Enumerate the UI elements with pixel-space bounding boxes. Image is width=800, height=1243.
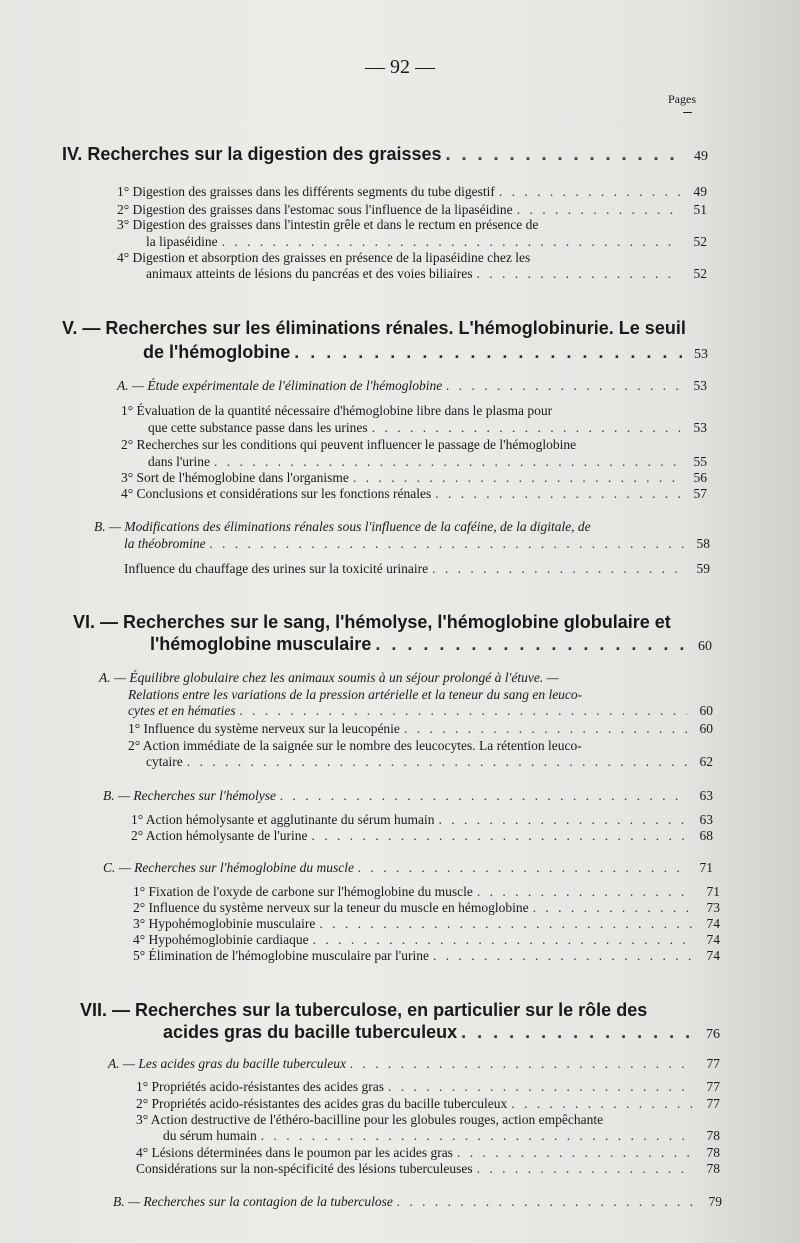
- entry-text: C. — Recherches sur l'hémoglobine du muscle: [103, 860, 354, 875]
- entry-text: 1° Digestion des graisses dans les différents segments du tube digestif: [117, 184, 495, 199]
- dot-leader: [210, 536, 684, 552]
- page-ref: 52: [693, 266, 707, 281]
- entry-text: 2° Action hémolysante de l'urine: [131, 828, 308, 843]
- entry-text: cytes et en hématies: [128, 703, 236, 718]
- toc-entry: [133, 932, 720, 948]
- entry-text: 2° Propriétés acido-résistantes des acides gras du bacille tuberculeux: [136, 1096, 508, 1111]
- page-ref: 60: [698, 639, 712, 654]
- entry-text: B. — Recherches sur l'hémolyse: [103, 788, 276, 803]
- section-vii-heading-cont: [163, 1022, 720, 1043]
- page-ref: 55: [693, 454, 707, 469]
- page-ref: 73: [706, 900, 720, 915]
- page-ref: 62: [699, 754, 713, 769]
- page-ref: 79: [708, 1194, 722, 1209]
- entry-text: 2° Influence du système nerveux sur la teneur du muscle en hémoglobine: [133, 900, 529, 915]
- dot-leader: [280, 788, 687, 804]
- toc-entry-line: 4° Digestion et absorption des graisses en présence de la lipaséidine chez les: [117, 250, 531, 265]
- page-ref: 68: [699, 828, 713, 843]
- entry-text: 5° Élimination de l'hémoglobine musculaire par l'urine: [133, 948, 429, 963]
- dot-leader: [457, 1145, 694, 1161]
- subsection-vii-a: [108, 1056, 720, 1072]
- toc-entry: [131, 812, 713, 828]
- page-ref: 63: [699, 812, 713, 827]
- page-ref: 53: [693, 420, 707, 435]
- toc-entry-line: 2° Recherches sur les conditions qui peuvent influencer le passage de l'hémoglobine: [121, 437, 577, 452]
- dot-leader: [404, 721, 687, 737]
- section-vi-heading-cont: [150, 634, 712, 655]
- entry-text: 2° Digestion des graisses dans l'estomac sous l'influence de la lipaséidine: [117, 202, 513, 217]
- page-ref: 71: [706, 884, 720, 899]
- dot-leader: [187, 754, 687, 770]
- dot-leader: [313, 932, 694, 948]
- page-ref: 59: [696, 561, 710, 576]
- entry-text: la lipaséidine: [146, 234, 218, 249]
- dot-leader: [350, 1056, 694, 1072]
- toc-entry: [133, 900, 720, 916]
- page-ref: 56: [693, 470, 707, 485]
- toc-entry: [146, 266, 707, 282]
- toc-entry: [148, 420, 707, 436]
- toc-entry: [133, 948, 720, 964]
- page-ref: 78: [706, 1128, 720, 1143]
- dot-leader: [477, 1161, 694, 1177]
- subsection-vi-a-line2: Relations entre les variations de la pression artérielle et la teneur du sang en leuco-: [128, 687, 583, 702]
- dot-leader: [358, 860, 687, 876]
- page-ref: 58: [696, 536, 710, 551]
- toc-entry: [136, 1161, 720, 1177]
- subsection-vi-b: [103, 788, 713, 804]
- dot-leader: [446, 144, 682, 165]
- entry-text: 4° Hypohémoglobinie cardiaque: [133, 932, 309, 947]
- page-ref: 74: [706, 916, 720, 931]
- entry-text: Influence du chauffage des urines sur la toxicité urinaire: [124, 561, 429, 576]
- entry-text: Considérations sur la non-spécificité des lésions tuberculeuses: [136, 1161, 473, 1176]
- page-ref: 63: [699, 788, 713, 803]
- pages-rule: [683, 112, 692, 113]
- toc-entry-line: 2° Action immédiate de la saignée sur le nombre des leucocytes. La rétention leuco-: [128, 738, 582, 753]
- page-ref: 57: [693, 486, 707, 501]
- dot-leader: [294, 342, 682, 363]
- dot-leader: [388, 1079, 694, 1095]
- dot-leader: [214, 454, 681, 470]
- subsection-v-b-cont: [124, 536, 710, 552]
- entry-text: 4° Lésions déterminées dans le poumon par les acides gras: [136, 1145, 453, 1160]
- dot-leader: [240, 703, 687, 719]
- page-ref: 76: [706, 1027, 720, 1042]
- page-ref: 77: [706, 1056, 720, 1071]
- page-number: — 92 —: [365, 56, 435, 78]
- entry-text: A. — Étude expérimentale de l'élimination de l'hémoglobine: [117, 378, 443, 393]
- entry-text: 1° Influence du système nerveux sur la leucopénie: [128, 721, 400, 736]
- page-ref: 74: [706, 948, 720, 963]
- page-ref: 77: [706, 1096, 720, 1111]
- page-ref: 78: [706, 1161, 720, 1176]
- dot-leader: [446, 378, 681, 394]
- entry-text: la théobromine: [124, 536, 206, 551]
- toc-entry-line: 3° Digestion des graisses dans l'intestin grêle et dans le rectum en présence de: [117, 217, 539, 232]
- subsection-vii-b: [113, 1194, 722, 1210]
- dot-leader: [372, 420, 681, 436]
- section-vi-heading: VI. — Recherches sur le sang, l'hémolyse, l'hémoglobine globulaire et: [73, 612, 671, 632]
- entry-text: que cette substance passe dans les urines: [148, 420, 368, 435]
- toc-entry: [121, 486, 707, 502]
- entry-text: B. — Recherches sur la contagion de la tuberculose: [113, 1194, 393, 1209]
- page-ref: 74: [706, 932, 720, 947]
- entry-text: 1° Fixation de l'oxyde de carbone sur l'hémoglobine du muscle: [133, 884, 473, 899]
- entry-text: du sérum humain: [163, 1128, 257, 1143]
- toc-entry: [133, 884, 720, 900]
- dot-leader: [375, 634, 686, 655]
- entry-text: animaux atteints de lésions du pancréas et des voies biliaires: [146, 266, 473, 281]
- toc-entry: [117, 202, 707, 218]
- section-vii-heading: VII. — Recherches sur la tuberculose, en particulier sur le rôle des: [80, 1000, 648, 1020]
- entry-text: l'hémoglobine musculaire: [150, 634, 372, 654]
- page-ref: 71: [699, 860, 713, 875]
- dot-leader: [312, 828, 687, 844]
- toc-entry: [121, 470, 707, 486]
- dot-leader: [461, 1022, 694, 1043]
- entry-text: de l'hémoglobine: [143, 342, 291, 362]
- dot-leader: [517, 202, 681, 218]
- toc-entry: [146, 754, 713, 770]
- toc-entry-line: 3° Action destructive de l'éthéro-bacilline pour les globules rouges, action empêchante: [136, 1112, 604, 1127]
- page-ref: 49: [693, 184, 707, 199]
- entry-text: 4° Conclusions et considérations sur les fonctions rénales: [121, 486, 432, 501]
- page-ref: 60: [699, 703, 713, 718]
- subsection-v-b: B. — Modifications des éliminations rénales sous l'influence de la caféine, de la digitale, de: [94, 519, 591, 534]
- page-ref: 53: [693, 378, 707, 393]
- toc-entry: [128, 721, 713, 737]
- dot-leader: [432, 561, 684, 577]
- page-ref: 52: [693, 234, 707, 249]
- section-iv-heading: [62, 144, 708, 165]
- dot-leader: [511, 1096, 694, 1112]
- subsection-vi-a: A. — Équilibre globulaire chez les animaux soumis à un séjour prolongé à l'étuve. —: [99, 670, 559, 685]
- page-ref: 51: [693, 202, 707, 217]
- dot-leader: [433, 948, 694, 964]
- entry-text: 3° Hypohémoglobinie musculaire: [133, 916, 316, 931]
- section-v-heading: V. — Recherches sur les éliminations rénales. L'hémoglobinurie. Le seuil: [62, 318, 686, 338]
- dot-leader: [533, 900, 694, 916]
- toc-entry: [131, 828, 713, 844]
- entry-text: 1° Action hémolysante et agglutinante du sérum humain: [131, 812, 435, 827]
- dot-leader: [438, 812, 687, 828]
- entry-text: cytaire: [146, 754, 183, 769]
- entry-text: acides gras du bacille tuberculeux: [163, 1022, 458, 1042]
- page-ref: 53: [694, 347, 708, 362]
- page-ref: 77: [706, 1079, 720, 1094]
- entry-text: IV. Recherches sur la digestion des graisses: [62, 144, 442, 164]
- toc-entry: [136, 1096, 720, 1112]
- dot-leader: [261, 1128, 694, 1144]
- toc-entry: [136, 1145, 720, 1161]
- page-ref: 49: [694, 149, 708, 164]
- section-v-heading-cont: [143, 342, 708, 363]
- dot-leader: [477, 884, 694, 900]
- entry-text: 3° Sort de l'hémoglobine dans l'organisme: [121, 470, 349, 485]
- toc-entry: [146, 234, 707, 250]
- dot-leader: [222, 234, 681, 250]
- subsection-vi-a-line3: [128, 703, 713, 719]
- page-ref: 60: [699, 721, 713, 736]
- entry-text: A. — Les acides gras du bacille tuberculeux: [108, 1056, 346, 1071]
- page-ref: 78: [706, 1145, 720, 1160]
- dot-leader: [353, 470, 681, 486]
- dot-leader: [477, 266, 681, 282]
- toc-entry: [133, 916, 720, 932]
- toc-entry: [136, 1079, 720, 1095]
- toc-entry: [117, 184, 707, 200]
- dot-leader: [435, 486, 681, 502]
- subsection-v-a: [117, 378, 707, 394]
- pages-column-label: Pages: [668, 92, 696, 106]
- toc-entry: [148, 454, 707, 470]
- entry-text: 1° Propriétés acido-résistantes des acides gras: [136, 1079, 384, 1094]
- subsection-vi-c: [103, 860, 713, 876]
- toc-entry-line: 1° Évaluation de la quantité nécessaire d'hémoglobine libre dans le plasma pour: [121, 403, 553, 418]
- dot-leader: [397, 1194, 696, 1210]
- toc-entry: [124, 561, 710, 577]
- dot-leader: [499, 184, 681, 200]
- toc-entry: [163, 1128, 720, 1144]
- entry-text: dans l'urine: [148, 454, 211, 469]
- dot-leader: [319, 916, 694, 932]
